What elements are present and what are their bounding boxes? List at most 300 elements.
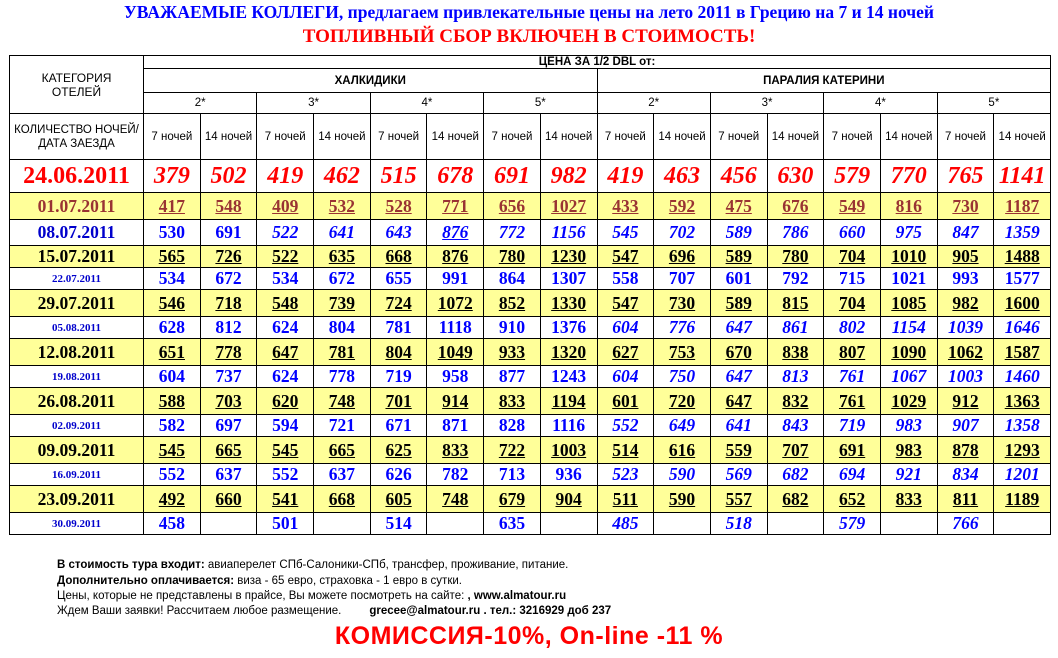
price-value: 828 <box>498 415 526 435</box>
price-value: 419 <box>607 162 644 189</box>
price-cell <box>427 220 484 246</box>
price-cell <box>484 366 541 388</box>
price-cell <box>767 160 824 193</box>
price-cell <box>710 220 767 246</box>
price-cell <box>880 220 937 246</box>
price-value: 776 <box>668 317 696 337</box>
footer-extra-label: Дополнительно оплачивается: <box>57 575 235 587</box>
region-halkidiki: ХАЛКИДИКИ <box>144 69 598 93</box>
price-value: 704 <box>838 292 866 313</box>
price-cell <box>824 388 881 415</box>
price-value: 877 <box>498 366 526 386</box>
price-value: 1156 <box>551 222 586 242</box>
nights-14-header: 14 ночей <box>880 114 937 160</box>
price-value: 958 <box>442 366 469 386</box>
price-value: 522 <box>272 222 299 242</box>
price-cell <box>427 317 484 339</box>
price-cell <box>994 513 1051 535</box>
price-cell <box>937 317 994 339</box>
nights-14-header: 14 ночей <box>427 114 484 160</box>
price-cell <box>597 464 654 486</box>
price-cell <box>314 246 371 268</box>
price-cell <box>144 513 201 535</box>
price-value: 833 <box>442 439 469 460</box>
price-value: 604 <box>612 366 639 386</box>
table-row <box>10 193 1051 220</box>
table-row <box>10 339 1051 366</box>
price-value: 975 <box>895 222 922 242</box>
price-value: 672 <box>215 268 242 288</box>
price-cell <box>597 513 654 535</box>
price-cell <box>370 366 427 388</box>
price-value: 534 <box>158 268 185 288</box>
price-cell <box>144 415 201 437</box>
price-cell <box>484 464 541 486</box>
price-value: 694 <box>838 464 866 484</box>
price-value: 1600 <box>1004 292 1040 313</box>
price-value: 782 <box>442 464 469 484</box>
price-value: 1293 <box>1004 439 1040 460</box>
price-cell <box>597 415 654 437</box>
price-value: 910 <box>498 317 526 337</box>
price-value: 647 <box>725 317 752 337</box>
price-cell <box>824 317 881 339</box>
price-value: 656 <box>498 195 526 216</box>
price-value: 651 <box>158 341 185 362</box>
footer-contact-text: Ждем Ваши заявки! Рассчитаем любое размещение. <box>57 605 342 617</box>
nights-7-header: 7 ночей <box>824 114 881 160</box>
price-cell <box>767 464 824 486</box>
price-cell <box>257 220 314 246</box>
price-cell <box>144 317 201 339</box>
price-value: 833 <box>498 390 526 411</box>
price-cell <box>144 220 201 246</box>
price-cell <box>314 268 371 290</box>
price-cell <box>937 366 994 388</box>
price-cell <box>144 339 201 366</box>
price-cell <box>710 246 767 268</box>
price-cell <box>880 317 937 339</box>
price-value: 417 <box>158 195 185 216</box>
price-value: 691 <box>215 222 242 242</box>
price-cell <box>597 366 654 388</box>
price-value: 697 <box>215 415 242 435</box>
price-value: 637 <box>215 464 242 484</box>
price-value: 559 <box>725 439 752 460</box>
price-cell <box>200 486 257 513</box>
price-value: 582 <box>158 415 185 435</box>
price-cell <box>314 366 371 388</box>
price-cell <box>597 246 654 268</box>
price-cell <box>937 160 994 193</box>
price-value: 983 <box>895 415 922 435</box>
price-cell <box>200 160 257 193</box>
price-value: 668 <box>328 488 356 509</box>
price-cell <box>314 193 371 220</box>
price-value: 833 <box>895 488 922 509</box>
price-cell <box>540 415 597 437</box>
price-cell <box>427 486 484 513</box>
price-value: 772 <box>498 222 526 242</box>
price-value: 1230 <box>551 246 587 266</box>
price-value: 780 <box>498 246 526 266</box>
price-value: 1460 <box>1004 366 1040 386</box>
price-value: 579 <box>838 513 866 533</box>
price-value: 761 <box>838 390 866 411</box>
price-value: 804 <box>328 317 356 337</box>
price-value: 720 <box>668 390 696 411</box>
price-value: 807 <box>838 341 866 362</box>
price-cell <box>370 464 427 486</box>
header-fuel-note: ТОПЛИВНЫЙ СБОР ВКЛЮЧЕН В СТОИМОСТЬ! <box>302 26 756 47</box>
price-cell <box>484 290 541 317</box>
price-value: 1330 <box>551 292 587 313</box>
price-cell <box>427 339 484 366</box>
price-cell <box>427 415 484 437</box>
price-cell <box>767 317 824 339</box>
price-value: 1118 <box>438 317 472 337</box>
price-value: 548 <box>215 195 242 216</box>
price-cell <box>994 366 1051 388</box>
price-cell <box>484 486 541 513</box>
price-value: 781 <box>328 341 356 362</box>
price-value: 665 <box>328 439 356 460</box>
price-value: 379 <box>153 162 190 189</box>
price-value: 624 <box>272 317 299 337</box>
nights-14-header: 14 ночей <box>994 114 1051 160</box>
price-value: 624 <box>272 366 299 386</box>
price-cell <box>540 486 597 513</box>
price-value: 812 <box>215 317 242 337</box>
price-cell <box>937 290 994 317</box>
category-header: КАТЕГОРИЯ ОТЕЛЕЙ <box>10 56 144 114</box>
price-cell <box>994 160 1051 193</box>
price-cell <box>710 388 767 415</box>
price-cell <box>370 290 427 317</box>
price-cell <box>257 415 314 437</box>
price-cell <box>654 415 711 437</box>
price-cell <box>710 193 767 220</box>
price-cell <box>654 513 711 535</box>
price-value: 770 <box>890 162 927 189</box>
price-value: 475 <box>725 195 752 216</box>
price-value: 1021 <box>891 268 927 288</box>
price-cell <box>994 246 1051 268</box>
price-value: 678 <box>437 162 474 189</box>
nights-7-header: 7 ночей <box>597 114 654 160</box>
price-cell <box>370 388 427 415</box>
price-cell <box>257 193 314 220</box>
price-cell <box>880 415 937 437</box>
price-cell <box>824 339 881 366</box>
price-value: 832 <box>782 390 809 411</box>
price-cell <box>200 437 257 464</box>
table-row <box>10 513 1051 535</box>
price-header: ЦЕНА ЗА 1/2 DBL от: <box>144 56 1051 69</box>
price-cell <box>937 388 994 415</box>
price-value: 1243 <box>551 366 587 386</box>
price-cell <box>484 339 541 366</box>
price-cell <box>767 415 824 437</box>
price-table <box>9 55 1051 535</box>
price-value: 719 <box>385 366 412 386</box>
price-cell <box>370 415 427 437</box>
price-cell <box>257 290 314 317</box>
price-cell <box>710 290 767 317</box>
nights-7-header: 7 ночей <box>484 114 541 160</box>
arrival-date: 29.07.2011 <box>10 290 144 317</box>
arrival-date: 09.09.2011 <box>10 437 144 464</box>
price-value: 590 <box>668 488 696 509</box>
footer-includes <box>57 559 568 571</box>
price-value: 804 <box>385 341 412 362</box>
price-cell <box>710 464 767 486</box>
price-cell <box>597 193 654 220</box>
price-cell <box>937 220 994 246</box>
price-cell <box>767 290 824 317</box>
table-row <box>10 268 1051 290</box>
price-value: 761 <box>838 366 866 386</box>
arrival-date: 22.07.2011 <box>10 268 144 290</box>
price-cell <box>257 513 314 535</box>
price-cell <box>370 317 427 339</box>
price-cell <box>540 290 597 317</box>
star-category-2: 4* <box>370 93 483 114</box>
price-value: 722 <box>498 439 526 460</box>
nights-date-header: КОЛИЧЕСТВО НОЧЕЙ/ ДАТА ЗАЕЗДА <box>10 114 144 160</box>
nights-7-header: 7 ночей <box>370 114 427 160</box>
price-cell <box>370 160 427 193</box>
price-cell <box>937 415 994 437</box>
price-cell <box>654 160 711 193</box>
region-paralia-katerini: ПАРАЛИЯ КАТЕРИНИ <box>597 69 1051 93</box>
nights-7-header: 7 ночей <box>937 114 994 160</box>
arrival-date: 16.09.2011 <box>10 464 144 486</box>
price-cell <box>880 160 937 193</box>
price-cell <box>427 464 484 486</box>
price-cell <box>314 290 371 317</box>
star-category-6: 4* <box>824 93 937 114</box>
price-cell <box>257 317 314 339</box>
price-cell <box>257 486 314 513</box>
price-value: 647 <box>725 366 752 386</box>
price-cell <box>540 160 597 193</box>
price-value: 647 <box>272 341 299 362</box>
price-cell <box>710 437 767 464</box>
price-cell <box>937 339 994 366</box>
price-value: 569 <box>725 464 752 484</box>
price-cell <box>597 339 654 366</box>
price-cell <box>200 464 257 486</box>
price-value: 641 <box>328 222 356 242</box>
price-value: 983 <box>895 439 922 460</box>
price-value: 676 <box>782 195 809 216</box>
footer-site-text: Цены, которые не представлены в прайсе, Вы можете посмотреть на сайте: <box>57 590 468 602</box>
price-value: 668 <box>385 246 412 266</box>
price-value: 590 <box>668 464 696 484</box>
price-cell <box>767 388 824 415</box>
price-cell <box>880 193 937 220</box>
price-value: 781 <box>385 317 412 337</box>
price-value: 660 <box>838 222 866 242</box>
footer-extra-text: виза - 65 евро, страховка - 1 евро в сутки. <box>234 575 462 587</box>
price-value: 530 <box>158 222 185 242</box>
table-row <box>10 415 1051 437</box>
table-row <box>10 220 1051 246</box>
price-cell <box>994 220 1051 246</box>
price-value: 1376 <box>551 317 587 337</box>
price-value: 914 <box>442 390 469 411</box>
price-cell <box>654 366 711 388</box>
price-value: 1307 <box>551 268 587 288</box>
price-value: 1587 <box>1004 341 1040 362</box>
price-value: 726 <box>215 246 242 266</box>
price-value: 655 <box>385 268 412 288</box>
price-value: 843 <box>782 415 809 435</box>
arrival-date: 23.09.2011 <box>10 486 144 513</box>
price-value: 852 <box>498 292 526 313</box>
price-value: 876 <box>442 246 469 266</box>
price-cell <box>144 160 201 193</box>
price-value: 660 <box>215 488 242 509</box>
price-cell <box>654 193 711 220</box>
price-cell <box>710 160 767 193</box>
footer-site <box>57 590 566 602</box>
star-category-0: 2* <box>144 93 257 114</box>
price-cell <box>257 246 314 268</box>
price-value: 1201 <box>1004 464 1040 484</box>
price-cell <box>200 290 257 317</box>
price-cell <box>710 366 767 388</box>
price-value: 786 <box>782 222 809 242</box>
price-value: 766 <box>952 513 979 533</box>
price-cell <box>824 464 881 486</box>
price-value: 1189 <box>1005 488 1040 509</box>
nights-14-header: 14 ночей <box>540 114 597 160</box>
price-value: 696 <box>668 246 696 266</box>
commission-banner: КОМИССИЯ-10%, On-line -11 % <box>334 622 724 650</box>
price-value: 518 <box>725 513 752 533</box>
price-value: 637 <box>328 464 356 484</box>
price-value: 1010 <box>891 246 927 266</box>
price-value: 871 <box>442 415 469 435</box>
price-value: 635 <box>498 513 526 533</box>
price-cell <box>427 388 484 415</box>
price-cell <box>484 193 541 220</box>
footer-site-link[interactable]: , www.almatour.ru <box>467 590 567 602</box>
price-value: 549 <box>838 195 866 216</box>
price-value: 528 <box>385 195 412 216</box>
price-value: 649 <box>668 415 696 435</box>
price-value: 704 <box>838 246 866 266</box>
price-value: 1085 <box>891 292 927 313</box>
price-cell <box>427 268 484 290</box>
price-cell <box>484 415 541 437</box>
table-row <box>10 246 1051 268</box>
price-value: 905 <box>952 246 979 266</box>
price-value: 643 <box>385 222 412 242</box>
price-cell <box>654 268 711 290</box>
price-cell <box>540 437 597 464</box>
price-value: 691 <box>493 162 530 189</box>
price-value: 547 <box>612 292 639 313</box>
price-value: 532 <box>328 195 356 216</box>
price-value: 748 <box>328 390 356 411</box>
price-value: 630 <box>777 162 814 189</box>
price-value: 485 <box>612 513 639 533</box>
price-cell <box>710 513 767 535</box>
price-value: 552 <box>158 464 185 484</box>
price-cell <box>937 246 994 268</box>
price-cell <box>654 220 711 246</box>
price-cell <box>824 415 881 437</box>
price-value: 991 <box>442 268 469 288</box>
star-category-7: 5* <box>937 93 1050 114</box>
price-cell <box>540 220 597 246</box>
price-value: 592 <box>668 195 696 216</box>
price-cell <box>427 290 484 317</box>
price-cell <box>824 513 881 535</box>
price-cell <box>484 317 541 339</box>
price-cell <box>370 220 427 246</box>
price-value: 682 <box>782 464 809 484</box>
price-cell <box>824 366 881 388</box>
price-value: 724 <box>385 292 412 313</box>
price-cell <box>200 193 257 220</box>
price-cell <box>144 486 201 513</box>
price-cell <box>597 268 654 290</box>
price-cell <box>200 388 257 415</box>
price-cell <box>824 220 881 246</box>
nights-14-header: 14 ночей <box>314 114 371 160</box>
price-value: 1027 <box>551 195 587 216</box>
price-value: 514 <box>612 439 639 460</box>
price-value: 1049 <box>437 341 473 362</box>
nights-14-header: 14 ночей <box>654 114 711 160</box>
price-cell <box>257 160 314 193</box>
table-row <box>10 366 1051 388</box>
price-value: 838 <box>782 341 809 362</box>
arrival-date: 15.07.2011 <box>10 246 144 268</box>
price-cell <box>767 193 824 220</box>
price-cell <box>597 160 654 193</box>
price-value: 601 <box>612 390 639 411</box>
price-value: 541 <box>272 488 299 509</box>
price-cell <box>710 486 767 513</box>
price-cell <box>427 193 484 220</box>
price-cell <box>200 366 257 388</box>
price-value: 665 <box>215 439 242 460</box>
header-title: УВАЖАЕМЫЕ КОЛЛЕГИ, предлагаем привлекательные цены на лето 2011 в Грецию на 7 и 14 ночей <box>123 2 935 22</box>
price-cell <box>880 486 937 513</box>
price-cell <box>370 339 427 366</box>
price-value: 1072 <box>437 292 473 313</box>
price-value: 557 <box>725 488 752 509</box>
arrival-date: 26.08.2011 <box>10 388 144 415</box>
price-value: 876 <box>442 222 469 242</box>
price-cell <box>597 220 654 246</box>
footer-includes-label: В стоимость тура входит: <box>57 559 205 571</box>
price-cell <box>427 513 484 535</box>
price-value: 1090 <box>891 341 927 362</box>
price-cell <box>314 220 371 246</box>
price-value: 511 <box>612 488 638 509</box>
footer-contact-email[interactable]: grecee@almatour.ru . тел.: 3216929 доб 237 <box>369 605 612 617</box>
price-value: 834 <box>952 464 979 484</box>
price-value: 904 <box>555 488 582 509</box>
price-cell <box>484 246 541 268</box>
price-value: 816 <box>895 195 922 216</box>
